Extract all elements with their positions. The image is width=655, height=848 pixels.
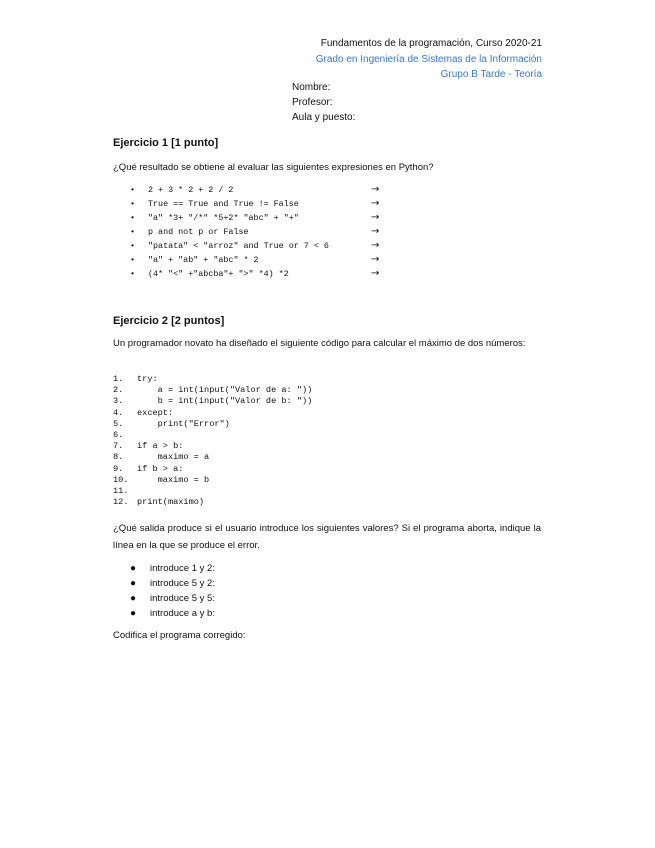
code-text: maximo = a	[137, 452, 210, 463]
input-case: introduce 5 y 5:	[150, 593, 215, 604]
line-number: 12.	[113, 497, 129, 508]
code-text: b = int(input("Valor de b: "))	[137, 396, 313, 407]
bullet-icon: •	[130, 199, 136, 209]
bullet-icon: ●	[130, 608, 137, 619]
bullet-icon: •	[130, 185, 136, 195]
line-number: 4.	[113, 407, 124, 418]
bullet-icon: ●	[130, 578, 137, 589]
line-number: 2.	[113, 385, 124, 396]
line-number: 8.	[113, 452, 124, 463]
input-case: introduce 1 y 2:	[150, 563, 215, 574]
exercise-1-title: Ejercicio 1 [1 punto]	[113, 137, 219, 149]
bullet-icon: ●	[130, 563, 137, 574]
expression: True == True and True != False	[148, 199, 299, 209]
bullet-icon: •	[130, 213, 136, 223]
code-text: maximo = b	[137, 474, 210, 485]
line-number: 7.	[113, 441, 124, 452]
expression: "a" *3+ "/*" *5+2* "abc" + "+"	[148, 213, 299, 223]
expression: "a" + "ab" + "abc" * 2	[148, 255, 259, 265]
exercise-2-question: ¿Qué salida produce si el usuario introduce los siguientes valores? Si el programa aborta, indique la línea en la que se produce el error.	[113, 523, 541, 551]
bullet-icon: •	[130, 227, 136, 237]
arrow-right-icon: →	[371, 226, 380, 237]
arrow-right-icon: →	[371, 240, 380, 251]
code-text: if b > a:	[137, 463, 184, 474]
expression: 2 + 3 * 2 + 2 / 2	[148, 185, 234, 195]
input-case: introduce a y b:	[150, 608, 215, 619]
exercise-1-question: ¿Qué resultado se obtiene al evaluar las siguientes expresiones en Python?	[113, 162, 434, 173]
final-instruction: Codifica el programa corregido:	[113, 630, 246, 641]
code-text: a = int(input("Valor de a: "))	[137, 385, 313, 396]
arrow-right-icon: →	[371, 268, 380, 279]
line-number: 1.	[113, 374, 124, 384]
arrow-right-icon: →	[371, 254, 380, 265]
professor-label: Profesor:	[292, 97, 333, 108]
room-seat-label: Aula y puesto:	[292, 112, 356, 123]
bullet-icon: •	[130, 241, 136, 251]
exercise-2-title: Ejercicio 2 [2 puntos]	[113, 315, 225, 327]
line-number: 6.	[113, 429, 124, 440]
arrow-right-icon: →	[371, 198, 380, 209]
group-name: Grupo B Tarde - Teoría	[440, 69, 542, 80]
expression: "patata" < "arroz" and True or 7 < 6	[148, 241, 329, 251]
exercise-2-intro: Un programador novato ha diseñado el siguiente código para calcular el máximo de dos números:	[113, 338, 526, 349]
code-text: try:	[137, 374, 158, 384]
line-number: 9.	[113, 463, 124, 474]
line-number: 5.	[113, 418, 124, 429]
student-info	[292, 80, 355, 125]
code-text: if a > b:	[137, 441, 184, 452]
expression: p and not p or False	[148, 227, 249, 237]
bullet-icon: •	[130, 255, 136, 265]
bullet-icon: ●	[130, 593, 137, 604]
name-label: Nombre:	[292, 82, 331, 93]
code-text: print(maximo)	[137, 497, 205, 508]
bullet-icon: •	[130, 269, 136, 279]
line-number: 11.	[113, 485, 129, 496]
code-text: except:	[137, 407, 174, 418]
arrow-right-icon: →	[371, 212, 380, 223]
line-number: 3.	[113, 396, 124, 407]
arrow-right-icon: →	[371, 184, 380, 195]
line-number: 10.	[113, 474, 129, 485]
expression: (4* "<" +"abcba"+ ">" *4) *2	[148, 269, 289, 279]
document-header	[316, 36, 542, 83]
degree-name: Grado en Ingeniería de Sistemas de la Información	[315, 53, 542, 65]
code-text: print("Error")	[137, 418, 230, 429]
input-case: introduce 5 y 2:	[150, 578, 215, 589]
course-title: Fundamentos de la programación, Curso 2020-21	[320, 38, 542, 49]
